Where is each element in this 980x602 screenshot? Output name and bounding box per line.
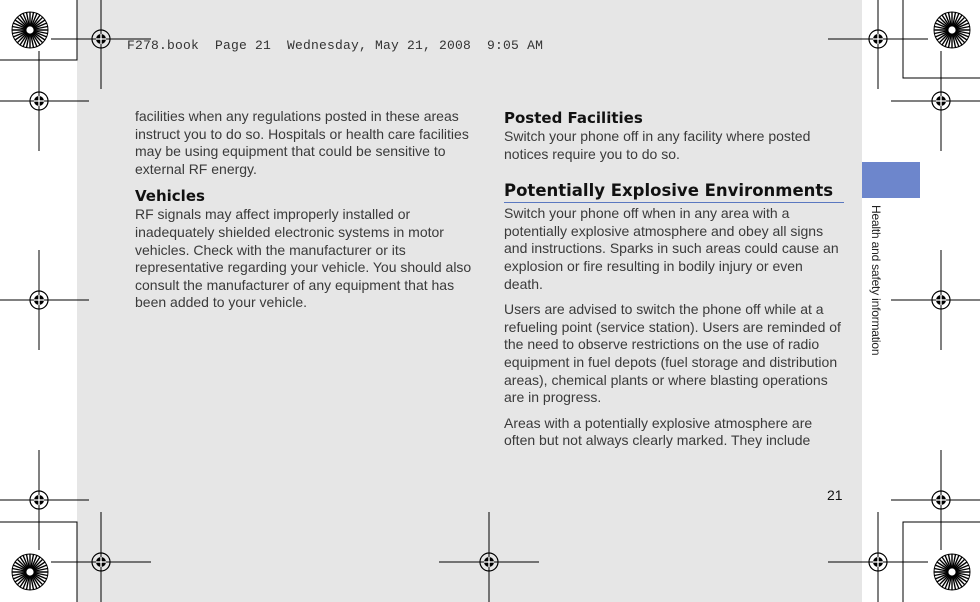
posted-facilities-heading: Posted Facilities [504, 109, 643, 127]
vehicles-paragraph: RF signals may affect improperly installed or inadequately shielded electronic systems in motor vehicles. Check with the manufacturer or its representative regarding your vehicle. You should also consult the manufacturer of any equipment that has been added to your vehicle. [135, 206, 472, 311]
chapter-tab [862, 162, 920, 198]
print-header-stamp: F278.book Page 21 Wednesday, May 21, 2008 9:05 AM [127, 38, 544, 53]
explosive-paragraph-3: Areas with a potentially explosive atmosphere are often but not always clearly marked. They include [504, 414, 813, 449]
explosive-environments-heading: Potentially Explosive Environments [504, 180, 844, 203]
explosive-paragraph-1: Switch your phone off when in any area with a potentially explosive atmosphere and obey all signs and instructions. Sparks in such areas could cause an explosion or fire resulting in bodily injury or even death. [504, 205, 839, 292]
left-column [135, 108, 475, 320]
right-column [504, 108, 844, 458]
page-number: 21 [827, 487, 843, 503]
explosive-paragraph-2: Users are advised to switch the phone off while at a refueling point (service station). Users are reminded of the need to observe restrictions on the use of radio equipment in fuel depots (fuel storage and distribution areas), chemical plants or where blasting operations are in progress. [504, 301, 841, 406]
chapter-side-label: Health and safety information [869, 205, 883, 356]
posted-facilities-paragraph: Switch your phone off in any facility where posted notices require you to do so. [504, 128, 811, 162]
intro-paragraph: facilities when any regulations posted in these areas instruct you to do so. Hospitals or health care facilities may be using equipment that could be sensitive to external RF energy. [135, 108, 469, 177]
vehicles-heading: Vehicles [135, 187, 205, 206]
